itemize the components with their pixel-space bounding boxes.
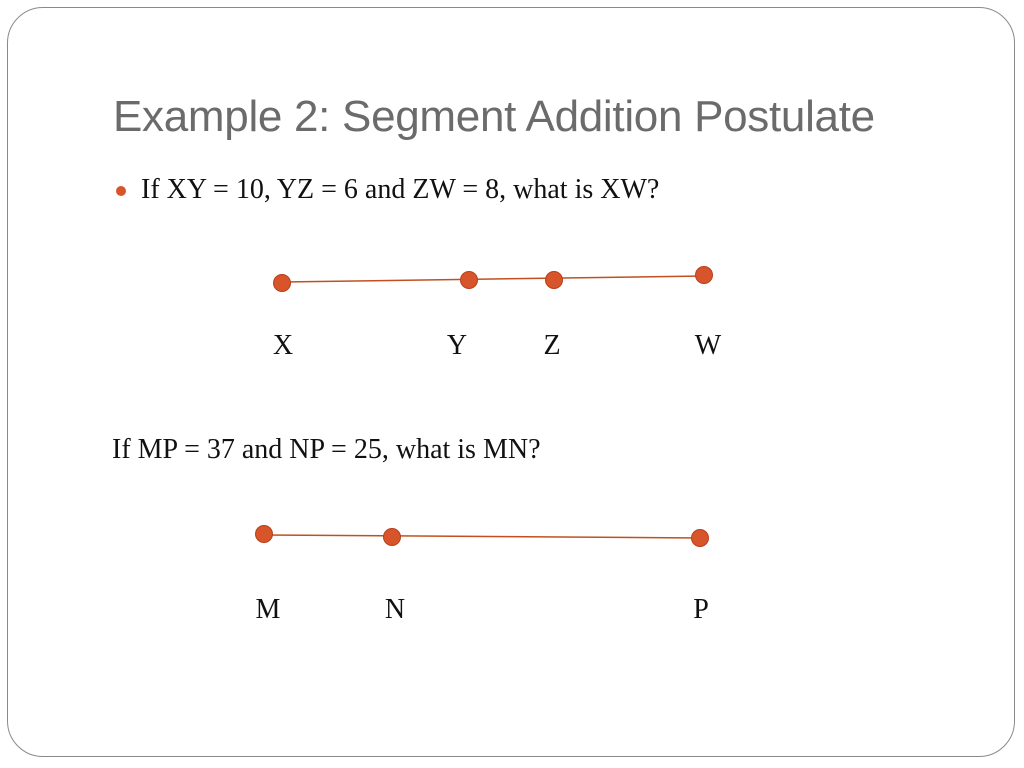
bullet-item-1 — [116, 170, 659, 210]
bullet-icon — [116, 186, 126, 196]
point-n-label: N — [384, 594, 406, 625]
point-y-label: Y — [446, 330, 468, 361]
point-m-label: M — [255, 594, 281, 625]
question-1-text: If XY = 10, YZ = 6 and ZW = 8, what is XW? — [141, 174, 660, 205]
point-p-label: P — [693, 594, 709, 625]
slide-title: Example 2: Segment Addition Postulate — [113, 92, 875, 141]
point-w-label: W — [694, 330, 722, 361]
point-x-label: X — [272, 330, 294, 361]
question-2-text: If MP = 37 and NP = 25, what is MN? — [112, 434, 541, 465]
point-z-label: Z — [543, 330, 561, 361]
